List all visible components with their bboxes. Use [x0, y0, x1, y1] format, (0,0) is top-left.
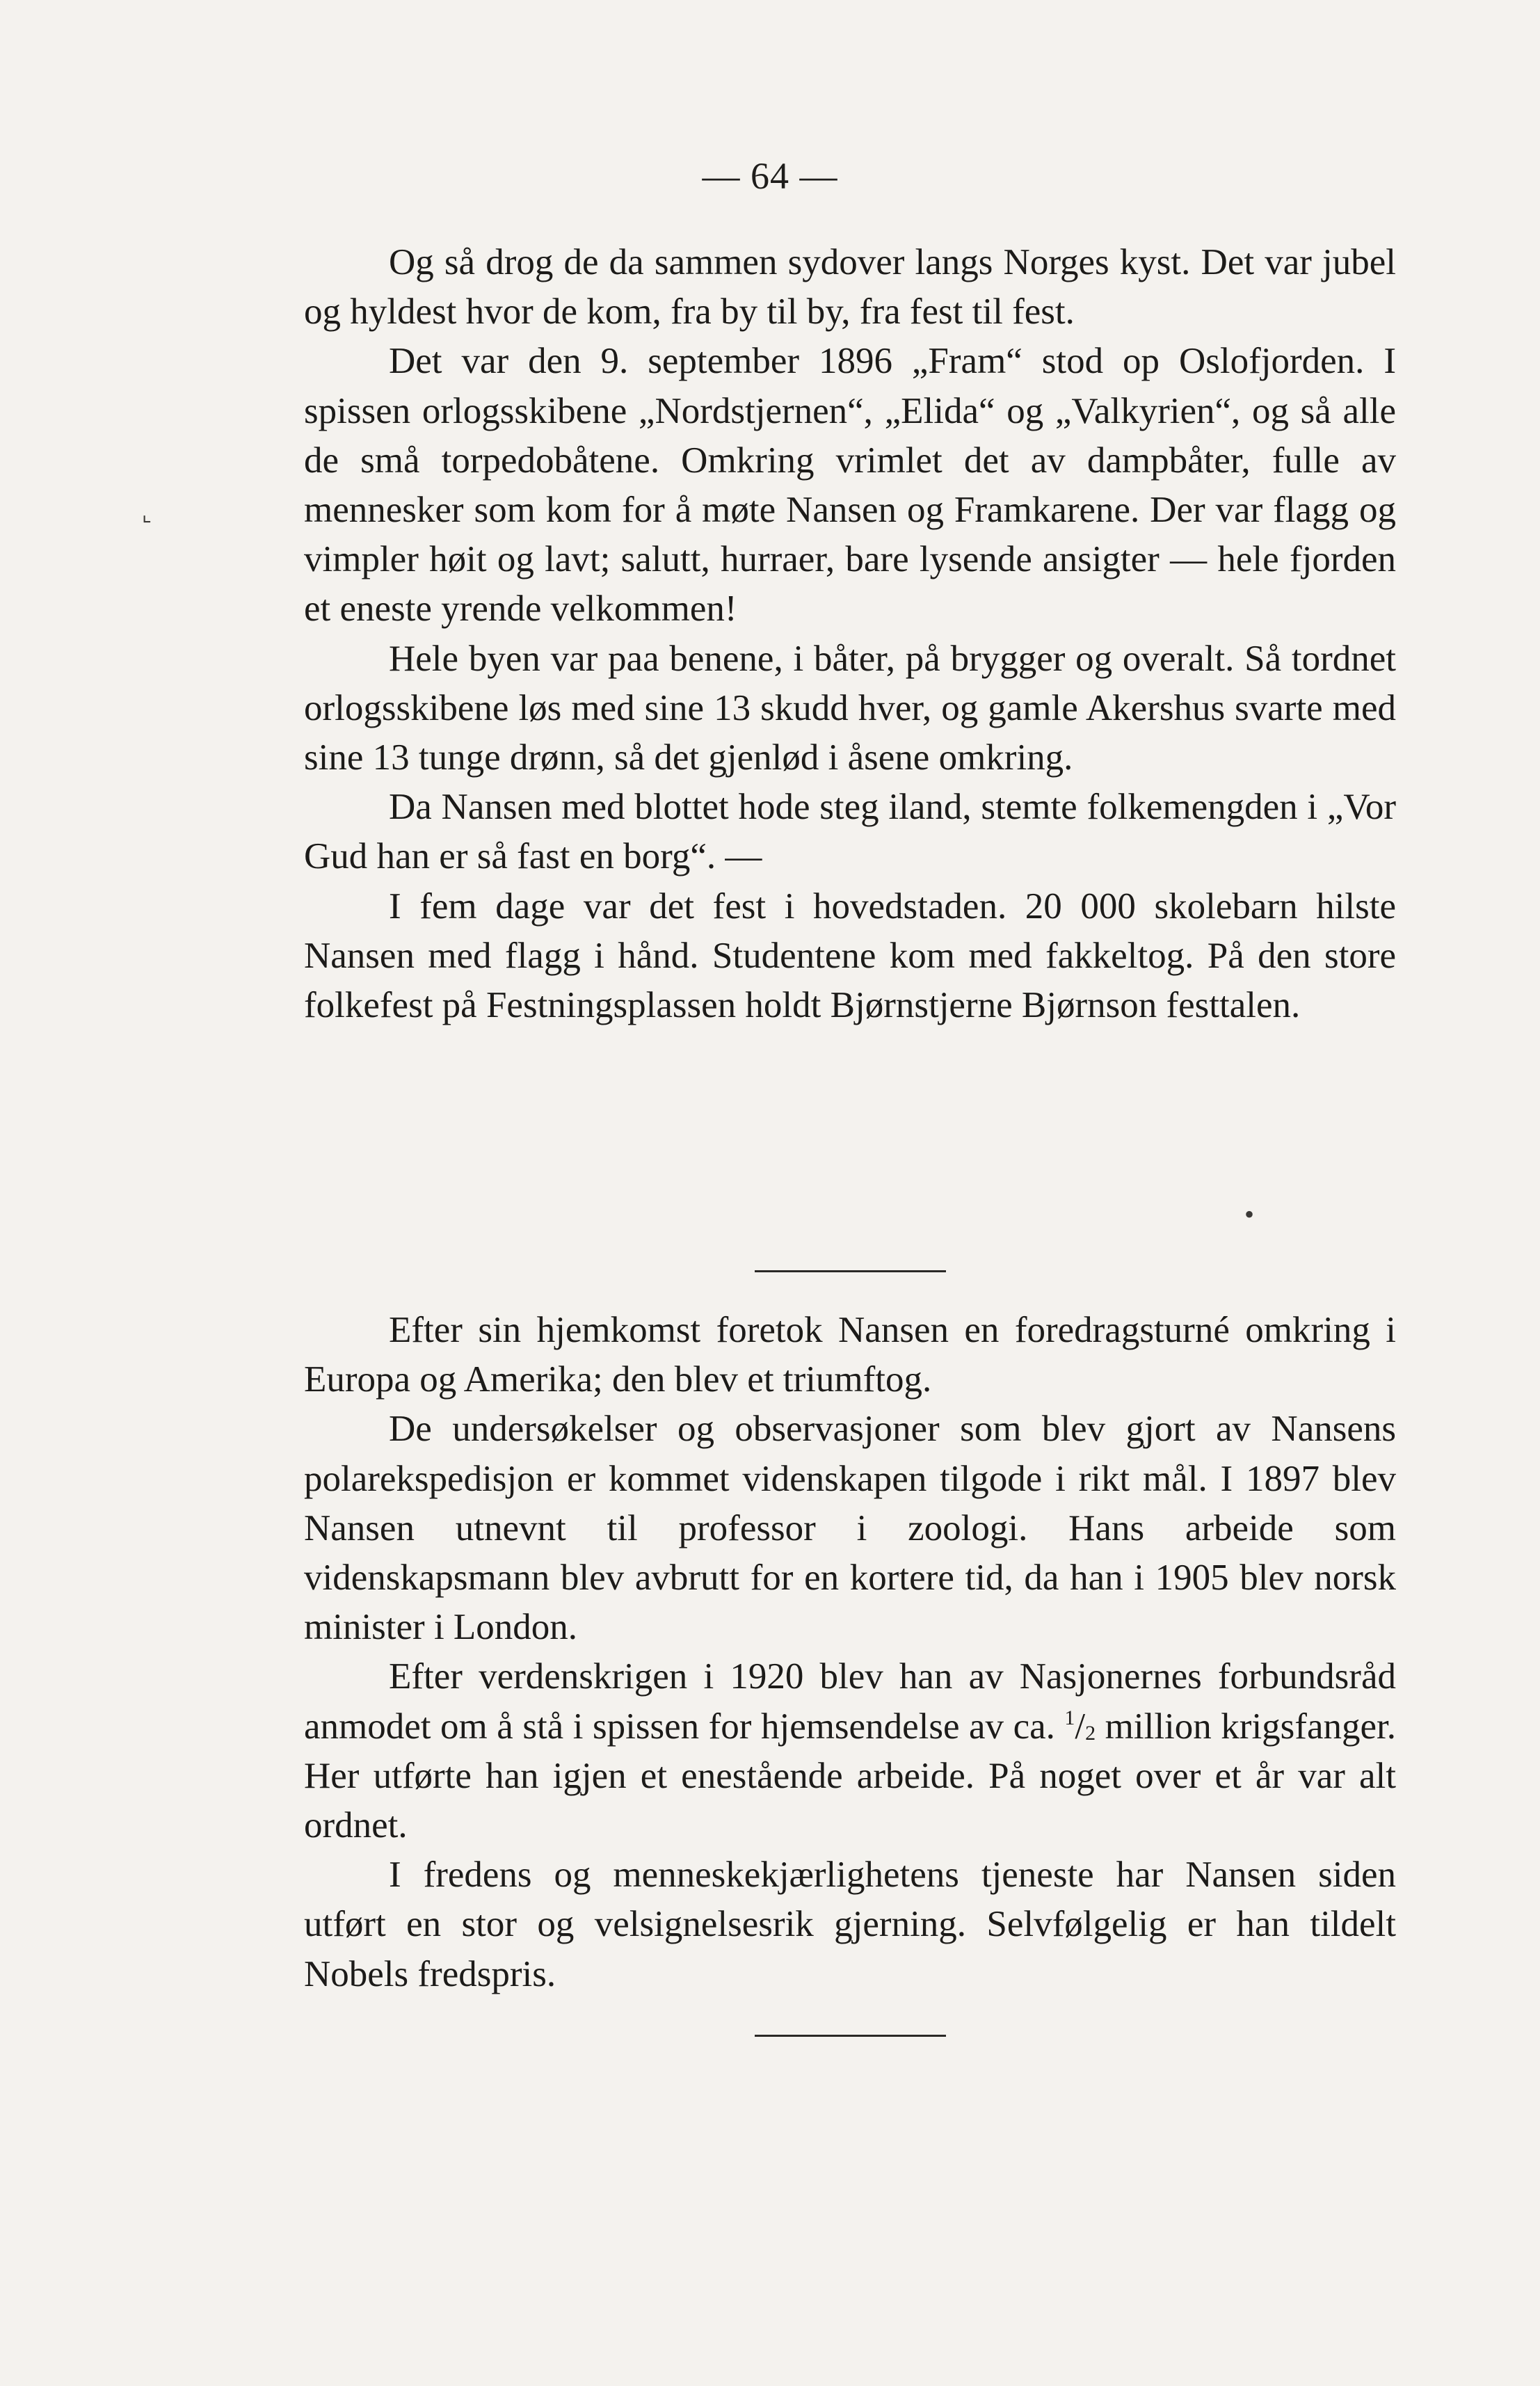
margin-mark: ⌞ [142, 503, 152, 526]
paragraph: Efter sin hjemkomst foretok Nansen en foredragsturné omkring i Europa og Amerika; den blev et triumftog. [304, 1310, 1396, 1400]
paragraph: Det var den 9. september 1896 „Fram“ stod op Oslofjorden. I spissen orlogsskibene „Nordstjernen“, „Elida“ og „Valkyrien“, og så alle de små torpedobåtene. Omkring vrimlet det av dampbåter, fulle av mennesker som kom for å møte Nansen og Framkarene. Der var flagg og vimpler høit og lavt; salutt, hurraer, bare lysende ansigter — hele fjorden et eneste yrende velkommen! [304, 341, 1396, 630]
text-section-2 [304, 1306, 1396, 1999]
paragraph-text: million krigsfanger. Her utførte han igjen et enestående arbeide. På noget over et år var alt ordnet. [304, 1706, 1396, 1846]
paragraph: I fem dage var det fest i hovedstaden. 20 000 skolebarn hilste Nansen med flagg i hånd. Studentene kom med fakkeltog. På den store folkefest på Festningsplassen holdt Bjørnstjerne Bjørnson festtalen. [304, 886, 1396, 1026]
page-number: — 64 — [702, 155, 838, 197]
section-divider [755, 2035, 946, 2037]
paragraph: De undersøkelser og observasjoner som blev gjort av Nansens polarekspedisjon er kommet videnskapen tilgode i rikt mål. I 1897 blev Nansen utnevnt til professor i zoologi. Hans arbeide som videnskapsmann blev avbrutt for en kortere tid, da han i 1905 blev norsk minister i London. [304, 1409, 1396, 1648]
fraction-denominator: 2 [1085, 1721, 1096, 1745]
ink-dot: • [1244, 1199, 1255, 1230]
text-section-1 [304, 238, 1396, 1030]
paragraph: Efter verdenskrigen i 1920 blev han av Nasjonernes forbundsråd anmodet om å stå i spissen for hjemsendelse av ca. $^1/_2$ million krigsfanger. Her utførte han igjen et enestående arbeide. På noget over et år var alt ordnet. [304, 1656, 1396, 1846]
paragraph: I fredens og menneskekjærlighetens tjeneste har Nansen siden utført en stor og velsignelsesrik gjerning. Selvfølgelig er han tildelt Nobels fredspris. [304, 1855, 1396, 1994]
section-divider [755, 1270, 946, 1272]
paragraph-text: Efter verdenskrigen i 1920 blev han av Nasjonernes forbundsråd anmodet om å stå i spissen for hjemsendelse av ca. [304, 1656, 1396, 1747]
paragraph: Da Nansen med blottet hode steg iland, stemte folkemengden i „Vor Gud han er så fast en borg“. — [304, 787, 1396, 877]
fraction-numerator: 1 [1064, 1706, 1075, 1729]
paragraph: Hele byen var paa benene, i båter, på brygger og overalt. Så tordnet orlogsskibene løs med sine 13 skudd hver, og gamle Akershus svarte med sine 13 tunge drønn, så det gjenlød i åsene omkring. [304, 638, 1396, 778]
paragraph: Og så drog de da sammen sydover langs Norges kyst. Det var jubel og hyldest hvor de kom, fra by til by, fra fest til fest. [304, 242, 1396, 333]
